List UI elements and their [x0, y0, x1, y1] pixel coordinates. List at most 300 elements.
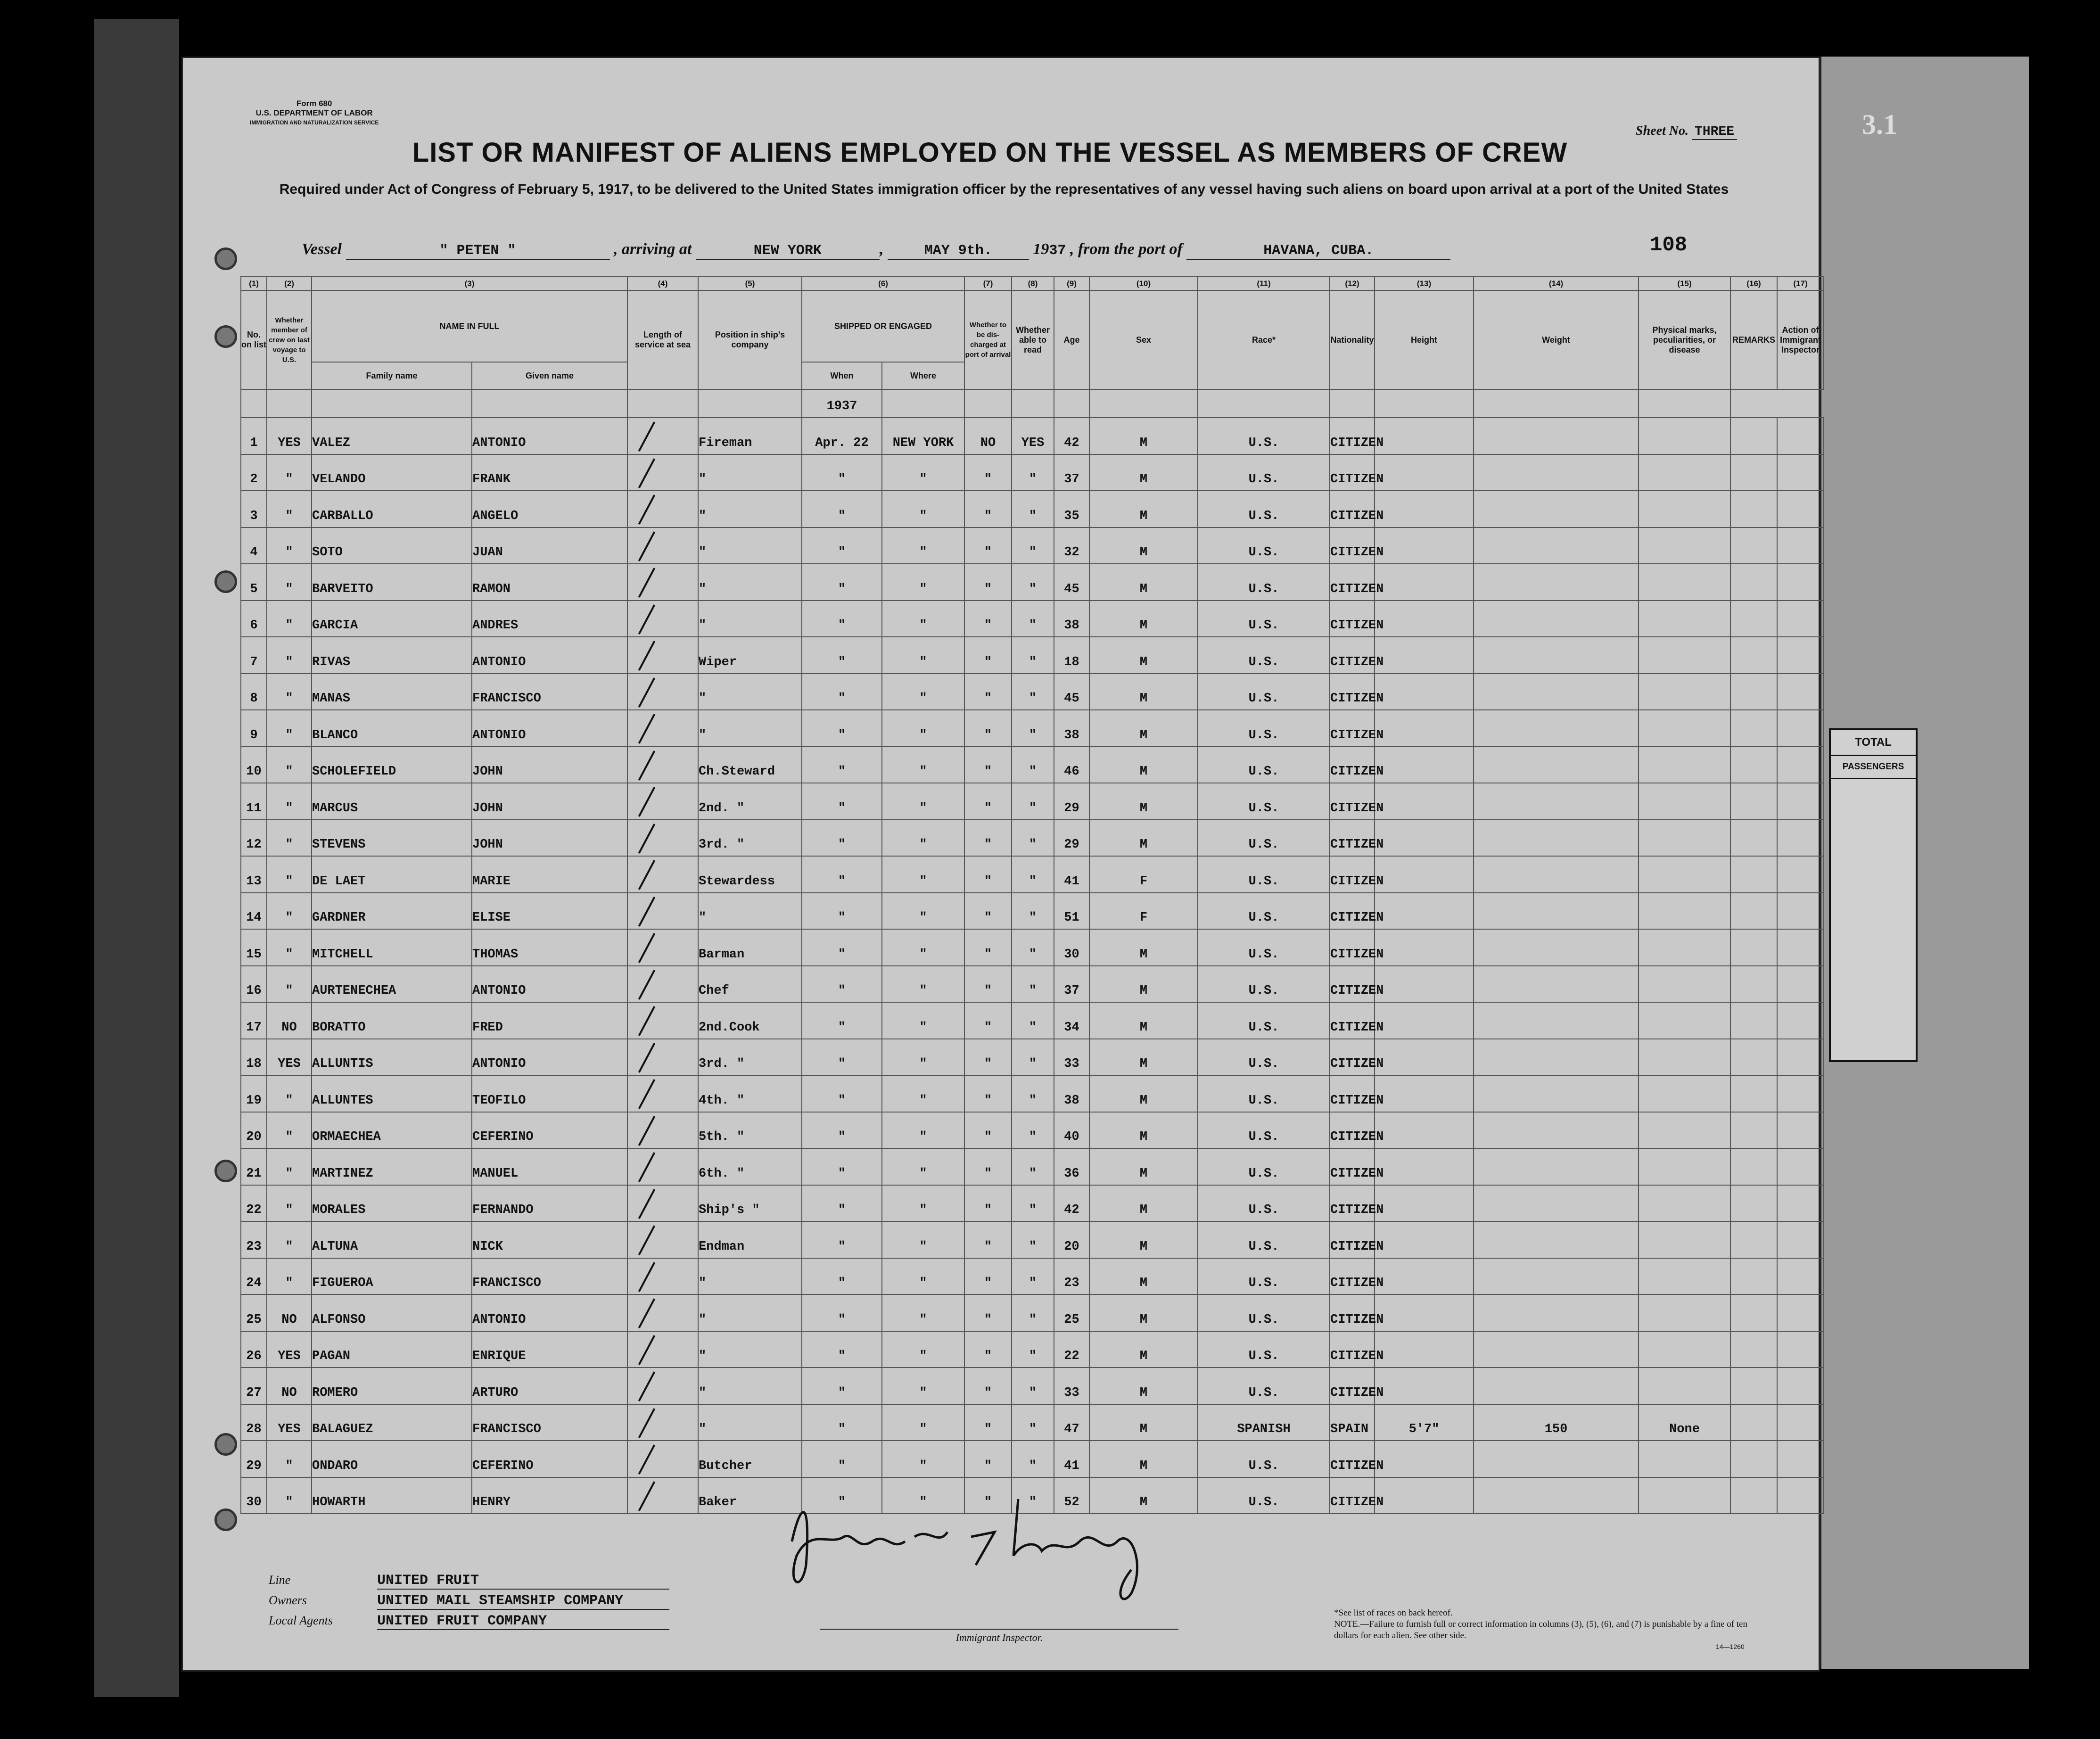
where-cell: " — [882, 1148, 964, 1185]
discharged-cell: " — [964, 929, 1012, 966]
penalty-note: NOTE.—Failure to furnish full or correct information in columns (3), (5), (6), and (7) is punishable by a fine of ten dollars for each alien. See other side. — [1334, 1619, 1747, 1640]
row-number: 24 — [241, 1258, 267, 1295]
where-cell: NEW YORK — [882, 418, 964, 454]
position-cell: " — [698, 1294, 802, 1331]
action-cell — [1777, 747, 1824, 783]
column-number: (9) — [1054, 276, 1089, 290]
check-mark — [638, 1043, 655, 1073]
column-number: (11) — [1198, 276, 1330, 290]
row-number: 30 — [241, 1477, 267, 1514]
position-cell: Endman — [698, 1221, 802, 1258]
table-row — [241, 1258, 1824, 1295]
remarks-cell — [1730, 601, 1777, 637]
height-cell — [1375, 1075, 1474, 1112]
where-cell: " — [882, 747, 964, 783]
check-mark — [638, 860, 655, 890]
remarks-cell — [1730, 1404, 1777, 1441]
position-cell: " — [698, 564, 802, 601]
family-name-cell: PAGAN — [312, 1331, 472, 1368]
check-mark — [638, 1298, 655, 1328]
last-voyage-cell: YES — [267, 1039, 312, 1076]
age-cell: 29 — [1054, 820, 1089, 857]
physical-cell — [1639, 1441, 1730, 1477]
position-cell: 2nd. " — [698, 783, 802, 820]
inspector-label: Immigrant Inspector. — [820, 1629, 1178, 1644]
sex-cell: M — [1089, 418, 1198, 454]
table-row — [241, 1112, 1824, 1149]
age-cell: 41 — [1054, 1441, 1089, 1477]
age-cell: 45 — [1054, 564, 1089, 601]
owners-value: UNITED MAIL STEAMSHIP COMPANY — [377, 1593, 669, 1610]
where-cell: " — [882, 491, 964, 527]
height-cell — [1375, 1002, 1474, 1039]
family-name-cell: AURTENECHEA — [312, 966, 472, 1003]
row-number: 21 — [241, 1148, 267, 1185]
when-cell: " — [802, 747, 882, 783]
family-name-cell: ONDARO — [312, 1441, 472, 1477]
family-name-cell: GARCIA — [312, 601, 472, 637]
age-cell: 33 — [1054, 1368, 1089, 1404]
col-when: When — [802, 362, 882, 389]
action-cell — [1777, 1404, 1824, 1441]
length-service-cell — [627, 1441, 698, 1477]
action-cell — [1777, 564, 1824, 601]
weight-cell — [1474, 783, 1639, 820]
nationality-cell: CITIZEN — [1330, 820, 1375, 857]
height-cell — [1375, 1477, 1474, 1514]
action-cell — [1777, 856, 1824, 893]
remarks-cell — [1730, 1331, 1777, 1368]
remarks-cell — [1730, 1294, 1777, 1331]
year-suffix: 37 — [1049, 243, 1066, 259]
col-discharged: Whether to be dis-charged at port of arrival — [964, 290, 1012, 389]
able-read-cell: " — [1012, 1148, 1054, 1185]
discharged-cell: " — [964, 1477, 1012, 1514]
when-cell: " — [802, 820, 882, 857]
race-cell: U.S. — [1198, 1368, 1330, 1404]
action-cell — [1777, 1258, 1824, 1295]
remarks-cell — [1730, 1368, 1777, 1404]
crew-manifest-table — [240, 276, 1824, 1514]
column-number: (12) — [1330, 276, 1375, 290]
row-number: 12 — [241, 820, 267, 857]
age-cell: 22 — [1054, 1331, 1089, 1368]
check-mark — [638, 1006, 655, 1036]
able-read-cell: " — [1012, 893, 1054, 930]
col-weight: Weight — [1474, 290, 1639, 389]
check-mark — [638, 421, 655, 452]
height-cell — [1375, 966, 1474, 1003]
remarks-cell — [1730, 1441, 1777, 1477]
position-cell: 4th. " — [698, 1075, 802, 1112]
where-cell: " — [882, 783, 964, 820]
nationality-cell: CITIZEN — [1330, 783, 1375, 820]
nationality-cell: CITIZEN — [1330, 674, 1375, 710]
length-service-cell — [627, 1148, 698, 1185]
given-name-cell: ENRIQUE — [472, 1331, 627, 1368]
where-cell: " — [882, 1441, 964, 1477]
able-read-cell: " — [1012, 674, 1054, 710]
column-number: (2) — [267, 276, 312, 290]
weight-cell — [1474, 710, 1639, 747]
sex-cell: M — [1089, 966, 1198, 1003]
position-cell: " — [698, 674, 802, 710]
when-cell: " — [802, 893, 882, 930]
length-service-cell — [627, 820, 698, 857]
action-cell — [1777, 454, 1824, 491]
height-cell — [1375, 418, 1474, 454]
position-cell: " — [698, 527, 802, 564]
row-number: 17 — [241, 1002, 267, 1039]
table-row — [241, 1185, 1824, 1222]
nationality-cell: CITIZEN — [1330, 710, 1375, 747]
arriving-label: , arriving at — [614, 240, 692, 258]
row-number: 7 — [241, 637, 267, 674]
column-number: (1) — [241, 276, 267, 290]
when-cell: " — [802, 1368, 882, 1404]
nationality-cell: CITIZEN — [1330, 893, 1375, 930]
check-mark — [638, 970, 655, 1000]
year-prefix: 19 — [1033, 240, 1049, 258]
physical-cell — [1639, 966, 1730, 1003]
action-cell — [1777, 1148, 1824, 1185]
given-name-cell: TEOFILO — [472, 1075, 627, 1112]
race-cell: U.S. — [1198, 1258, 1330, 1295]
nationality-cell: CITIZEN — [1330, 1477, 1375, 1514]
row-number: 2 — [241, 454, 267, 491]
able-read-cell: " — [1012, 1368, 1054, 1404]
position-cell: " — [698, 1331, 802, 1368]
row-number: 29 — [241, 1441, 267, 1477]
race-cell: U.S. — [1198, 856, 1330, 893]
discharged-cell: " — [964, 1075, 1012, 1112]
sex-cell: M — [1089, 491, 1198, 527]
when-cell: " — [802, 1075, 882, 1112]
nationality-cell: SPAIN — [1330, 1404, 1375, 1441]
sex-cell: M — [1089, 1477, 1198, 1514]
nationality-cell: CITIZEN — [1330, 637, 1375, 674]
race-cell: U.S. — [1198, 1294, 1330, 1331]
nationality-cell: CITIZEN — [1330, 491, 1375, 527]
col-shipped: SHIPPED OR ENGAGED — [802, 290, 964, 362]
discharged-cell: " — [964, 527, 1012, 564]
family-name-cell: SCHOLEFIELD — [312, 747, 472, 783]
table-row — [241, 893, 1824, 930]
sheet-label: Sheet No. — [1636, 124, 1688, 138]
given-name-cell: CEFERINO — [472, 1441, 627, 1477]
physical-cell — [1639, 637, 1730, 674]
remarks-cell — [1730, 747, 1777, 783]
column-number: (3) — [312, 276, 627, 290]
last-voyage-cell: " — [267, 710, 312, 747]
height-cell — [1375, 1294, 1474, 1331]
nationality-cell: CITIZEN — [1330, 564, 1375, 601]
family-name-cell: ORMAECHEA — [312, 1112, 472, 1149]
weight-cell — [1474, 1039, 1639, 1076]
position-cell: Ship's " — [698, 1185, 802, 1222]
row-number: 13 — [241, 856, 267, 893]
column-number: (14) — [1474, 276, 1639, 290]
age-cell: 32 — [1054, 527, 1089, 564]
able-read-cell: " — [1012, 820, 1054, 857]
height-cell — [1375, 454, 1474, 491]
discharged-cell: " — [964, 674, 1012, 710]
where-cell: " — [882, 710, 964, 747]
sex-cell: M — [1089, 1039, 1198, 1076]
departure-port: HAVANA, CUBA. — [1263, 243, 1374, 259]
position-cell: " — [698, 491, 802, 527]
when-cell: " — [802, 527, 882, 564]
height-cell — [1375, 1039, 1474, 1076]
race-cell: U.S. — [1198, 1112, 1330, 1149]
race-cell: U.S. — [1198, 601, 1330, 637]
weight-cell — [1474, 1221, 1639, 1258]
able-read-cell: " — [1012, 1404, 1054, 1441]
check-mark — [638, 1262, 655, 1292]
family-name-cell: BALAGUEZ — [312, 1404, 472, 1441]
agents-value: UNITED FRUIT COMPANY — [377, 1613, 669, 1630]
where-cell: " — [882, 820, 964, 857]
able-read-cell: " — [1012, 1331, 1054, 1368]
age-cell: 38 — [1054, 710, 1089, 747]
where-cell: " — [882, 454, 964, 491]
remarks-cell — [1730, 1039, 1777, 1076]
height-cell — [1375, 783, 1474, 820]
sex-cell: M — [1089, 1331, 1198, 1368]
position-cell: Butcher — [698, 1441, 802, 1477]
remarks-cell — [1730, 491, 1777, 527]
age-cell: 47 — [1054, 1404, 1089, 1441]
race-cell: U.S. — [1198, 966, 1330, 1003]
arrival-date: MAY 9th. — [924, 243, 992, 259]
when-cell: " — [802, 1039, 882, 1076]
sex-cell: M — [1089, 1075, 1198, 1112]
when-cell: " — [802, 1185, 882, 1222]
height-cell — [1375, 1368, 1474, 1404]
where-cell: " — [882, 1368, 964, 1404]
race-cell: U.S. — [1198, 674, 1330, 710]
last-voyage-cell: YES — [267, 1331, 312, 1368]
discharged-cell: " — [964, 1039, 1012, 1076]
age-cell: 20 — [1054, 1221, 1089, 1258]
length-service-cell — [627, 1404, 698, 1441]
col-no-on-list: No. on list — [241, 290, 267, 389]
race-cell: SPANISH — [1198, 1404, 1330, 1441]
when-cell: " — [802, 454, 882, 491]
sex-cell: M — [1089, 1221, 1198, 1258]
able-read-cell: " — [1012, 1258, 1054, 1295]
physical-cell — [1639, 1477, 1730, 1514]
discharged-cell: " — [964, 564, 1012, 601]
discharged-cell: " — [964, 637, 1012, 674]
position-cell: 6th. " — [698, 1148, 802, 1185]
last-voyage-cell: YES — [267, 418, 312, 454]
given-name-cell: FRED — [472, 1002, 627, 1039]
row-number: 16 — [241, 966, 267, 1003]
check-mark — [638, 641, 655, 671]
row-number: 4 — [241, 527, 267, 564]
table-row — [241, 820, 1824, 857]
position-cell: " — [698, 601, 802, 637]
position-cell: Chef — [698, 966, 802, 1003]
age-cell: 52 — [1054, 1477, 1089, 1514]
race-cell: U.S. — [1198, 1477, 1330, 1514]
sex-cell: F — [1089, 856, 1198, 893]
physical-cell: None — [1639, 1404, 1730, 1441]
length-service-cell — [627, 783, 698, 820]
nationality-cell: CITIZEN — [1330, 454, 1375, 491]
weight-cell — [1474, 1185, 1639, 1222]
table-row — [241, 856, 1824, 893]
remarks-cell — [1730, 783, 1777, 820]
year-cell: 1937 — [802, 389, 882, 418]
family-name-cell: ROMERO — [312, 1368, 472, 1404]
row-number: 22 — [241, 1185, 267, 1222]
when-cell: " — [802, 1294, 882, 1331]
family-name-cell: FIGUEROA — [312, 1258, 472, 1295]
physical-cell — [1639, 1185, 1730, 1222]
sex-cell: F — [1089, 893, 1198, 930]
row-number: 25 — [241, 1294, 267, 1331]
when-cell: " — [802, 674, 882, 710]
height-cell — [1375, 1221, 1474, 1258]
length-service-cell — [627, 1112, 698, 1149]
where-cell: " — [882, 1477, 964, 1514]
sex-cell: M — [1089, 564, 1198, 601]
sex-cell: M — [1089, 820, 1198, 857]
remarks-cell — [1730, 1112, 1777, 1149]
check-mark — [638, 677, 655, 708]
sex-cell: M — [1089, 1185, 1198, 1222]
table-row — [241, 491, 1824, 527]
races-note: *See list of races on back hereof. — [1334, 1608, 1453, 1618]
given-name-cell: JUAN — [472, 527, 627, 564]
action-cell — [1777, 1477, 1824, 1514]
form-header — [250, 99, 379, 127]
check-mark — [638, 1189, 655, 1219]
when-cell: " — [802, 1477, 882, 1514]
where-cell: " — [882, 564, 964, 601]
last-voyage-cell: " — [267, 1258, 312, 1295]
able-read-cell: " — [1012, 856, 1054, 893]
family-name-cell: MORALES — [312, 1185, 472, 1222]
when-cell: " — [802, 491, 882, 527]
nationality-cell: CITIZEN — [1330, 856, 1375, 893]
weight-cell — [1474, 454, 1639, 491]
sex-cell: M — [1089, 1404, 1198, 1441]
nationality-cell: CITIZEN — [1330, 1294, 1375, 1331]
family-name-cell: VELANDO — [312, 454, 472, 491]
position-cell: " — [698, 710, 802, 747]
given-name-cell: ELISE — [472, 893, 627, 930]
age-cell: 38 — [1054, 601, 1089, 637]
where-cell: " — [882, 1331, 964, 1368]
length-service-cell — [627, 1477, 698, 1514]
given-name-cell: MANUEL — [472, 1148, 627, 1185]
when-cell: " — [802, 637, 882, 674]
sex-cell: M — [1089, 1441, 1198, 1477]
weight-cell — [1474, 637, 1639, 674]
action-cell — [1777, 1112, 1824, 1149]
when-cell: " — [802, 1221, 882, 1258]
where-cell: " — [882, 1185, 964, 1222]
action-cell — [1777, 1441, 1824, 1477]
where-cell: " — [882, 893, 964, 930]
race-cell: U.S. — [1198, 454, 1330, 491]
nationality-cell: CITIZEN — [1330, 1185, 1375, 1222]
race-cell: U.S. — [1198, 929, 1330, 966]
family-name-cell: ALLUNTES — [312, 1075, 472, 1112]
race-cell: U.S. — [1198, 1148, 1330, 1185]
race-cell: U.S. — [1198, 893, 1330, 930]
age-cell: 42 — [1054, 418, 1089, 454]
length-service-cell — [627, 929, 698, 966]
nationality-cell: CITIZEN — [1330, 1441, 1375, 1477]
col-remarks: REMARKS — [1730, 290, 1777, 389]
race-cell: U.S. — [1198, 1075, 1330, 1112]
length-service-cell — [627, 674, 698, 710]
action-cell — [1777, 527, 1824, 564]
given-name-cell: ANTONIO — [472, 1039, 627, 1076]
able-read-cell: " — [1012, 1112, 1054, 1149]
check-mark — [638, 1408, 655, 1438]
col-physical: Physical marks, peculiarities, or disease — [1639, 290, 1730, 389]
table-row — [241, 966, 1824, 1003]
given-name-cell: ANTONIO — [472, 418, 627, 454]
weight-cell — [1474, 1331, 1639, 1368]
discharged-cell: " — [964, 491, 1012, 527]
physical-cell — [1639, 1221, 1730, 1258]
length-service-cell — [627, 1258, 698, 1295]
position-cell: " — [698, 1368, 802, 1404]
row-number: 20 — [241, 1112, 267, 1149]
table-row — [241, 747, 1824, 783]
row-number: 8 — [241, 674, 267, 710]
nationality-cell: CITIZEN — [1330, 929, 1375, 966]
check-mark — [638, 1371, 655, 1401]
nationality-cell: CITIZEN — [1330, 1148, 1375, 1185]
race-cell: U.S. — [1198, 1002, 1330, 1039]
when-cell: " — [802, 1331, 882, 1368]
given-name-cell: CEFERINO — [472, 1112, 627, 1149]
race-cell: U.S. — [1198, 820, 1330, 857]
physical-cell — [1639, 491, 1730, 527]
length-service-cell — [627, 1075, 698, 1112]
height-cell — [1375, 1112, 1474, 1149]
col-length-service: Length of service at sea — [627, 290, 698, 389]
check-mark — [638, 714, 655, 744]
column-number: (16) — [1730, 276, 1777, 290]
action-cell — [1777, 1368, 1824, 1404]
last-voyage-cell: YES — [267, 1404, 312, 1441]
remarks-cell — [1730, 454, 1777, 491]
physical-cell — [1639, 1112, 1730, 1149]
race-cell: U.S. — [1198, 1331, 1330, 1368]
given-name-cell: JOHN — [472, 783, 627, 820]
last-voyage-cell: " — [267, 820, 312, 857]
given-name-cell: MARIE — [472, 856, 627, 893]
weight-cell — [1474, 747, 1639, 783]
row-number: 6 — [241, 601, 267, 637]
nationality-cell: CITIZEN — [1330, 418, 1375, 454]
family-name-cell: DE LAET — [312, 856, 472, 893]
length-service-cell — [627, 1368, 698, 1404]
weight-cell — [1474, 674, 1639, 710]
able-read-cell: " — [1012, 1294, 1054, 1331]
physical-cell — [1639, 1368, 1730, 1404]
where-cell: " — [882, 1112, 964, 1149]
discharged-cell: " — [964, 1148, 1012, 1185]
